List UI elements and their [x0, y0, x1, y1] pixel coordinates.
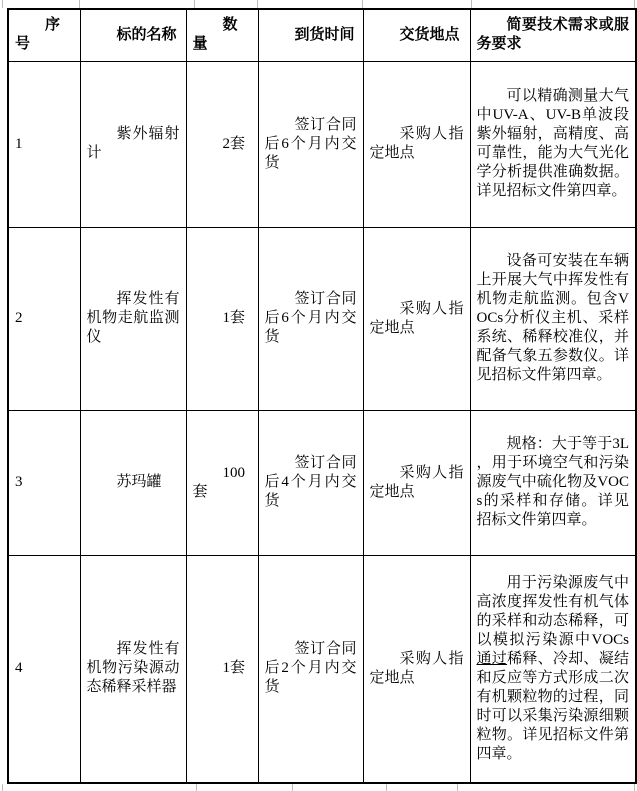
- header-seq-no: [8, 9, 80, 61]
- delivery-place-value: 采购人指定地点: [369, 650, 464, 686]
- gridline-stub: [292, 784, 293, 791]
- procurement-items-table: [7, 8, 637, 784]
- table-row: [8, 410, 636, 555]
- gridline-stub: [2, 784, 3, 791]
- gridline-stub: [471, 0, 472, 8]
- cell-quantity: [186, 555, 258, 783]
- cell-seq-no: [8, 555, 80, 783]
- header-requirements: [470, 9, 636, 61]
- cell-item-name: [80, 227, 186, 410]
- gridline-stub: [257, 0, 258, 8]
- cell-requirements: [470, 410, 636, 555]
- requirements-text: 设备可安装在车辆上开展大气中挥发性有机物走航监测。包含VOCs分析仪主机、采样系统、稀释校准仪，并配备气象五参数仪。详见招标文件第四章。: [476, 253, 629, 383]
- cell-item-name: [80, 410, 186, 555]
- gridline-stub: [457, 784, 458, 791]
- header-row: [8, 9, 636, 61]
- cell-item-name: [80, 555, 186, 783]
- item-name-value: 紫外辐射计: [86, 126, 180, 161]
- cell-seq-no: [8, 61, 80, 227]
- quantity-value: 1套: [222, 660, 246, 677]
- cell-seq-no: [8, 227, 80, 410]
- item-name-value: 苏玛罐: [116, 474, 162, 490]
- header-delivery-time-label: 到货时间: [294, 26, 355, 43]
- item-name-value: 挥发性有机物污染源动态稀释采样器: [86, 641, 180, 696]
- gridline-stub: [386, 784, 387, 791]
- table-row: [8, 227, 636, 410]
- requirements-text: 规格：大于等于3L，用于环境空气和污染源废气中硫化物及VOCs的采样和存储。详见招标文件第四章。: [476, 436, 629, 528]
- requirements-text: 用于污染源废气中高浓度挥发性有机气体的采样和动态稀释，可以模拟污染源中VOCs: [476, 574, 629, 648]
- header-requirements-label: 简要技术需求或服务要求: [476, 17, 629, 53]
- delivery-time-value: 签订合同后6个月内交货: [264, 116, 357, 171]
- cell-requirements: [470, 227, 636, 410]
- requirements-value: [477, 435, 630, 530]
- delivery-place-value: 采购人指定地点: [369, 126, 464, 161]
- cell-requirements: [470, 555, 636, 783]
- seq-no-value: 3: [15, 474, 23, 490]
- requirements-text: 稀释、冷却、凝结和反应等方式形成二次有机颗粒物的过程，同时可以采集污染源细颗粒物。详见招标文件第四章。: [476, 650, 629, 762]
- gridline-stub: [2, 0, 3, 8]
- cell-delivery-time: [258, 227, 363, 410]
- header-seq-no-label: 序号: [15, 17, 61, 53]
- quantity-value: 100套: [192, 464, 245, 500]
- seq-no-value: 2: [15, 310, 23, 326]
- cell-delivery-place: [363, 410, 470, 555]
- cell-delivery-time: [258, 61, 363, 227]
- gridline-stub: [79, 0, 80, 8]
- requirements-value: [477, 87, 630, 201]
- table-row: [8, 555, 636, 783]
- gridline-stub: [362, 0, 363, 8]
- table-row: [8, 61, 636, 227]
- gridline-stub: [194, 0, 195, 8]
- requirements-value: [477, 252, 630, 385]
- gridline-stub: [196, 784, 197, 791]
- cell-delivery-place: [363, 61, 470, 227]
- seq-no-value: 4: [15, 660, 23, 677]
- delivery-time-value: 签订合同后6个月内交货: [264, 291, 357, 345]
- header-quantity: [186, 9, 258, 61]
- seq-no-value: 1: [15, 135, 23, 152]
- cell-quantity: [186, 227, 258, 410]
- requirements-text: 可以精确测量大气中UV-A、UV-B单波段紫外辐射，高精度、高可靠性，能为大气光化学分析提供准确数据。详见招标文件第四章。: [476, 88, 629, 199]
- requirements-underlined-text: 通过: [476, 650, 508, 667]
- cell-requirements: [470, 61, 636, 227]
- requirements-value: [477, 574, 630, 764]
- cell-delivery-time: [258, 410, 363, 555]
- quantity-value: 1套: [222, 310, 246, 326]
- cell-delivery-time: [258, 555, 363, 783]
- gridline-stub: [634, 0, 635, 8]
- header-delivery-time: [258, 9, 363, 61]
- cell-delivery-place: [363, 227, 470, 410]
- header-delivery-place-label: 交货地点: [399, 26, 460, 43]
- cell-item-name: [80, 61, 186, 227]
- cell-quantity: [186, 61, 258, 227]
- cell-quantity: [186, 410, 258, 555]
- quantity-value: 2套: [222, 135, 246, 152]
- item-name-value: 挥发性有机物走航监测仪: [86, 291, 180, 345]
- header-delivery-place: [363, 9, 470, 61]
- cell-delivery-place: [363, 555, 470, 783]
- header-item-name: [80, 9, 186, 61]
- delivery-place-value: 采购人指定地点: [369, 464, 464, 500]
- header-quantity-label: 数量: [192, 17, 238, 53]
- gridline-stub: [634, 784, 635, 791]
- cell-seq-no: [8, 410, 80, 555]
- delivery-place-value: 采购人指定地点: [369, 300, 464, 336]
- delivery-time-value: 签订合同后4个月内交货: [264, 455, 357, 509]
- delivery-time-value: 签订合同后2个月内交货: [264, 641, 357, 696]
- header-item-name-label: 标的名称: [116, 26, 177, 43]
